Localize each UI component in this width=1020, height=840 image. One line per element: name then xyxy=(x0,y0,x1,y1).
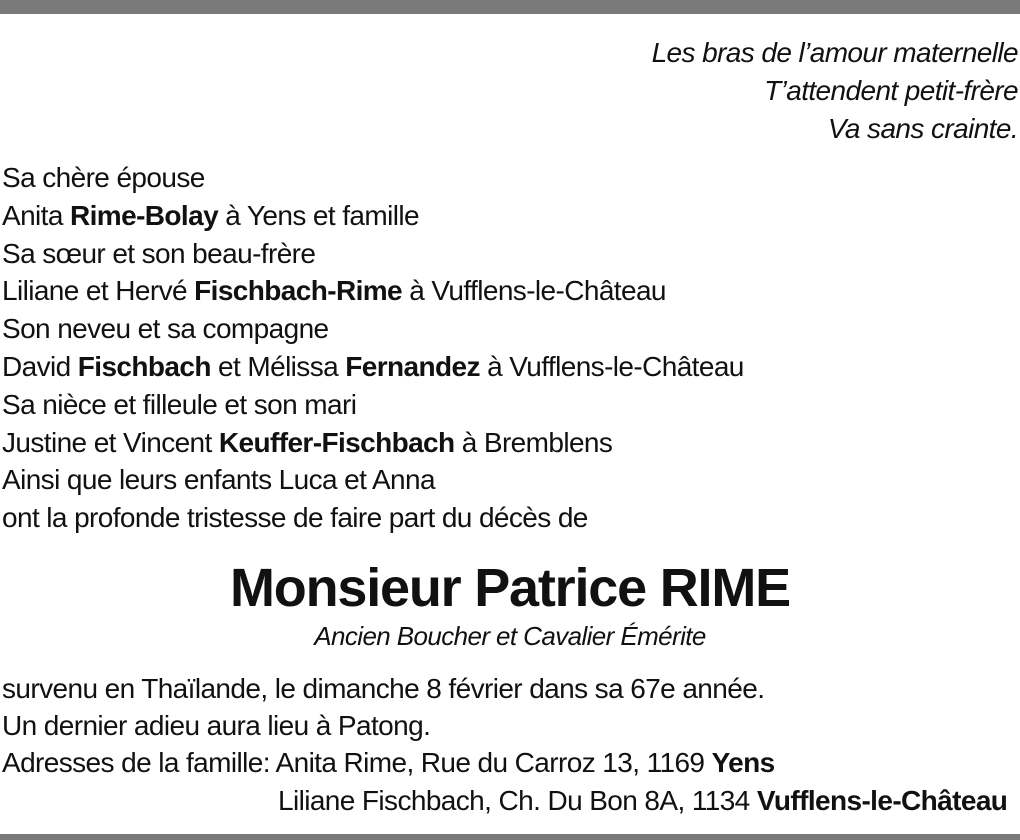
poem-line: T’attendent petit-frère xyxy=(764,75,1018,106)
family-line xyxy=(2,159,744,197)
family-text: à Vufflens-le-Château xyxy=(479,350,744,382)
address-line xyxy=(2,744,775,781)
family-list xyxy=(2,159,744,537)
address-text: Liliane Fischbach, Ch. Du Bon 8A, 1134 xyxy=(278,785,757,816)
closing-line: Un dernier adieu aura lieu à Patong. xyxy=(2,710,431,741)
address-line xyxy=(278,782,1007,819)
poem-line: Les bras de l’amour maternelle xyxy=(651,37,1018,68)
family-surname: Keuffer-Fischbach xyxy=(218,426,455,458)
family-surname: Fernandez xyxy=(345,350,480,382)
family-text: Son neveu et sa compagne xyxy=(2,313,329,345)
family-text: Justine et Vincent xyxy=(2,426,219,458)
family-text: ont la profonde tristesse de faire part du décès de xyxy=(2,502,588,534)
bottom-rule xyxy=(0,834,1020,840)
family-line xyxy=(2,424,744,462)
family-line xyxy=(2,348,744,386)
poem-epigraph xyxy=(652,34,1018,148)
family-text: Sa chère épouse xyxy=(2,162,205,193)
family-text: David xyxy=(2,350,78,382)
family-text: à Vufflens-le-Château xyxy=(402,275,666,307)
family-surname: Rime-Bolay xyxy=(70,199,219,231)
family-line xyxy=(2,461,744,499)
poem-line: Va sans crainte. xyxy=(827,113,1018,144)
family-surname: Fischbach-Rime xyxy=(194,275,403,307)
family-line xyxy=(2,235,744,273)
family-line xyxy=(2,272,744,310)
closing-text xyxy=(2,670,775,781)
deceased-subtitle: Ancien Boucher et Cavalier Émérite xyxy=(314,621,706,651)
family-text: à Bremblens xyxy=(454,426,613,458)
family-text: Anita xyxy=(2,199,70,231)
family-line xyxy=(2,386,744,424)
family-text: Ainsi que leurs enfants Luca et Anna xyxy=(2,464,435,496)
family-line xyxy=(2,499,744,537)
family-text: Sa nièce et filleule et son mari xyxy=(2,388,357,420)
family-text: et Mélissa xyxy=(210,350,346,382)
closing-line: survenu en Thaïlande, le dimanche 8 février dans sa 67e année. xyxy=(2,673,765,704)
family-text: Liliane et Hervé xyxy=(2,275,195,307)
family-surname: Fischbach xyxy=(77,350,211,382)
family-text: Sa sœur et son beau-frère xyxy=(2,237,316,269)
family-text: à Yens et famille xyxy=(218,199,419,231)
address-town: Vufflens-le-Château xyxy=(756,785,1008,816)
address-town: Yens xyxy=(711,747,775,778)
family-line xyxy=(2,310,744,348)
family-line xyxy=(2,197,744,235)
address-text: Adresses de la famille: Anita Rime, Rue du Carroz 13, 1169 xyxy=(2,747,712,778)
deceased-name: Monsieur Patrice RIME xyxy=(230,558,790,618)
top-rule xyxy=(0,0,1020,14)
